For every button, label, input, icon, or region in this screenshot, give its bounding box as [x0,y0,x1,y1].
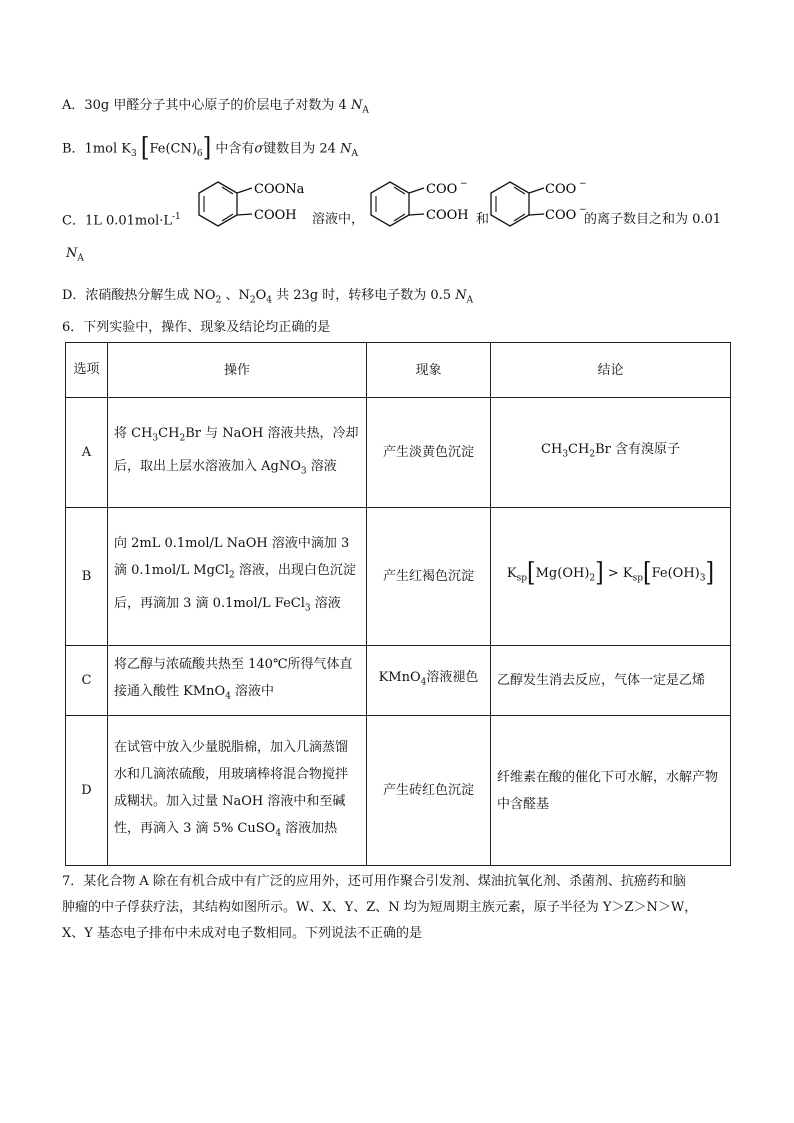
option-a-text: A．30g 甲醛分子其中心原子的价层电子对数为 4 [62,98,347,113]
svg-text:COO: COO [545,208,577,223]
cooh-label: COOH [254,208,297,223]
option-c: C．1L $0.01mol\cdot L^{-1}$ [62,212,181,229]
option-c-text: C．1L 0.01mol·L [62,213,173,229]
svg-text:COO: COO [426,182,458,197]
molecule-phthalate-ion [488,174,588,234]
svg-text:−: − [460,179,468,189]
svg-text:COOH: COOH [426,208,469,223]
svg-text:COO: COO [545,182,577,197]
option-d: D．浓硝酸热分解生成 $NO_2$ 、$N_2O_4$ 共 23g 时，转移电子数为 0.5 $N_A$ [62,288,474,306]
row-a-conclusion: $CH_3CH_2Br$ 含有溴原子 [491,398,731,508]
option-b: B．1mol $K_3$ $[Fe(CN)_6]$ 中含有σ键数目为 24 $N_A$ [62,133,358,164]
bracket-right-icon: ] [202,133,212,164]
option-c-mid: 溶液中， [312,212,365,227]
row-c-operation: 将乙醇与浓硫酸共热至 140℃所得气体直接通入酸性 KMnO$_4$ 溶液中 [108,646,367,716]
molecule-hydrogen-phthalate-ion [368,174,488,234]
coona-label: COONa [254,182,305,197]
question-7-line1: 7．某化合物 A 除在有机合成中有广泛的应用外，还可用作聚合引发剂、煤油抗氧化剂、杀菌剂、抗癌药和脑 [62,874,686,889]
header-conclusion: 结论 [491,343,731,398]
bracket-left-icon: [ [140,133,150,164]
table-header-row [66,343,731,398]
question-6-stem: 6．下列实验中，操作、现象及结论均正确的是 [62,320,331,335]
header-operation: 操作 [108,343,367,398]
header-phenomenon: 现象 [367,343,491,398]
header-option: 选项 [66,343,108,398]
row-d-operation: 在试管中放入少量脱脂棉，加入几滴蒸馏水和几滴浓硫酸，用玻璃棒将混合物搅拌成糊状。加入过量 NaOH 溶液中和至碱性，再滴入 3 滴 5% CuSO$_4$ 溶液加热 [108,716,367,866]
question-7-line3: X、Y 基态电子排布中未成对电子数相同。下列说法不正确的是 [62,926,422,941]
sigma-symbol: σ [254,141,264,157]
experiment-table [65,342,731,866]
table-row: D 在试管中放入少量脱脂棉，加入几滴蒸馏水和几滴浓硫酸，用玻璃棒将混合物搅拌成糊状。加入过量 NaOH 溶液中和至碱性，再滴入 3 滴 5% CuSO$_4$ 溶液加热 产生砖红色沉淀 纤维素在酸的催化下可水解，水解产物中含醛基 [66,716,731,866]
table-row: B 向 2mL 0.1mol/L NaOH 溶液中滴加 3 滴 0.1mol/L MgCl$_2$ 溶液，出现白色沉淀后，再滴加 3 滴 0.1mol/L FeCl$_3$ 溶液 产生红褐色沉淀 $K_{sp}[Mg(OH)_2] > K_{sp}[Fe(OH)_3]$ [66,508,731,646]
row-b-conclusion: $K_{sp}[Mg(OH)_2] > K_{sp}[Fe(OH)_3]$ [491,508,731,646]
option-c-post: 的离子数目之和为 0.01 [584,212,722,227]
row-a-operation: 将 $CH_3CH_2Br$ 与 NaOH 溶液共热，冷却后，取出上层水溶液加入 AgNO$_3$ 溶液 [108,398,367,508]
option-a: A．30g 甲醛分子其中心原子的价层电子对数为 4 $N_A$ [62,98,369,116]
option-d-text: D．浓硝酸热分解生成 NO [62,288,216,303]
row-b-operation: 向 2mL 0.1mol/L NaOH 溶液中滴加 3 滴 0.1mol/L MgCl$_2$ 溶液，出现白色沉淀后，再滴加 3 滴 0.1mol/L FeCl$_3$ 溶液 [108,508,367,646]
question-7-line2: 肿瘤的中子俘获疗法，其结构如图所示。W、X、Y、Z、N 均为短周期主族元素，原子半径为 Y＞Z＞N＞W， [62,900,698,915]
table-row: C 将乙醇与浓硫酸共热至 140℃所得气体直接通入酸性 KMnO$_4$ 溶液中 KMnO$_4$溶液褪色 乙醇发生消去反应，气体一定是乙烯 [66,646,731,716]
option-b-text: B．1mol K [62,141,131,157]
svg-text:−: − [579,205,587,215]
na-symbol: N [350,98,363,113]
svg-text:−: − [579,179,587,189]
table-row: A 将 $CH_3CH_2Br$ 与 NaOH 溶液共热，冷却后，取出上层水溶液加入 AgNO$_3$ 溶液 产生淡黄色沉淀 $CH_3CH_2Br$ 含有溴原子 [66,398,731,508]
molecule-sodium-hydrogen-phthalate [196,174,316,234]
